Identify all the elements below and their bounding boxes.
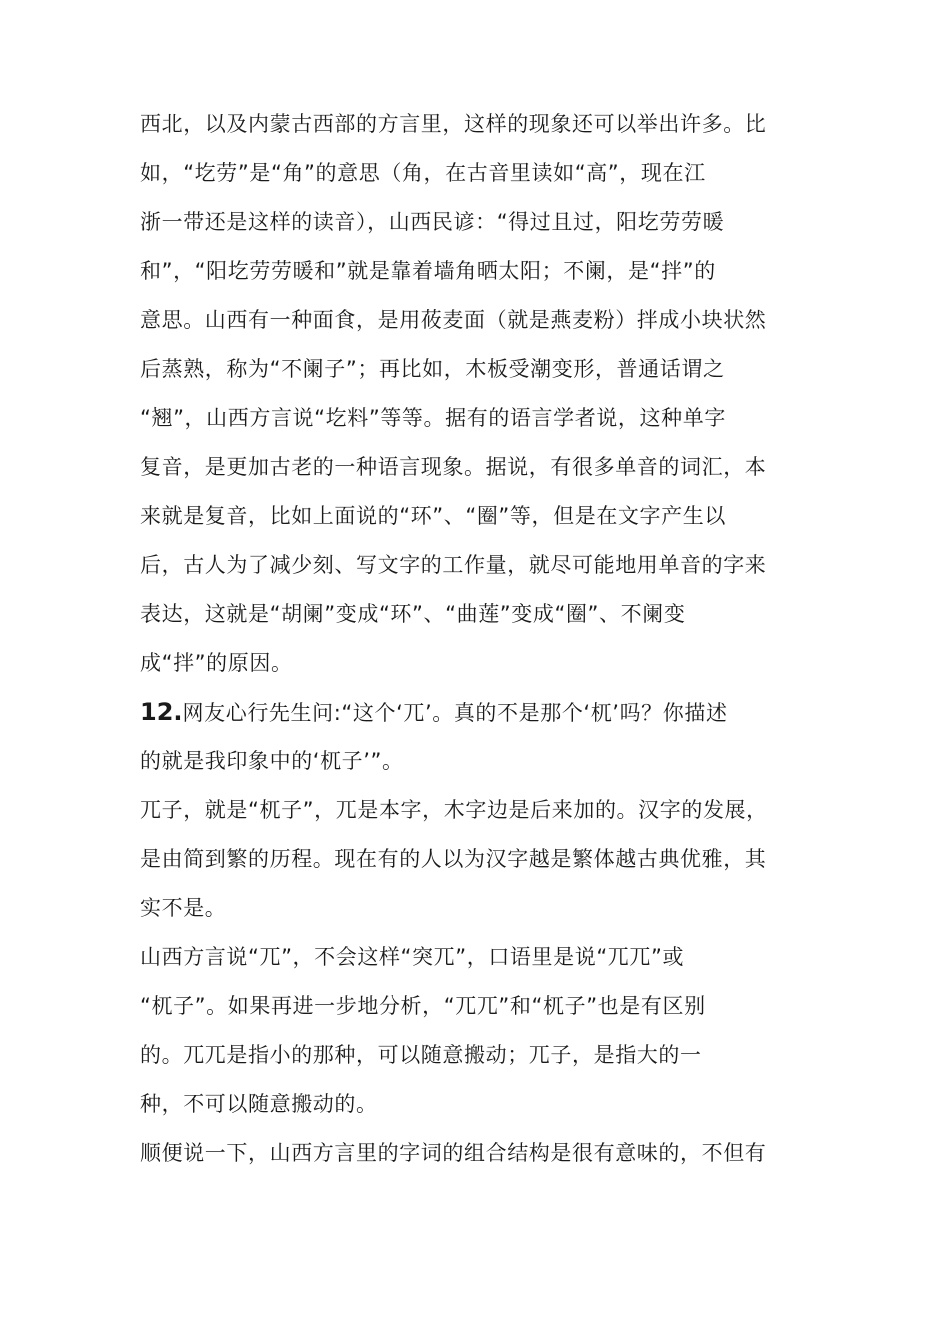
text-line: 表达，这就是“胡阑”变成“环”、“曲莲”变成“圈”、不阑变 [140,602,686,626]
answer-line: 实不是。 [140,896,227,920]
answer-line: “杌子”。如果再进一步地分析，“兀兀”和“杌子”也是有区别 [140,994,706,1018]
question-line: 的就是我印象中的‘杌子’”。 [140,749,404,773]
text-line: 如，“圪劳”是“角”的意思（角，在古音里读如“高”，现在江 [140,161,706,185]
text-line: 复音，是更加古老的一种语言现象。据说，有很多单音的词汇，本 [140,455,767,479]
text-line: 后，古人为了减少刻、写文字的工作量，就尽可能地用单音的字来 [140,553,767,577]
text-line: 来就是复音，比如上面说的“环”、“圈”等，但是在文字产生以 [140,504,726,528]
text-line: 意思。山西有一种面食，是用莜麦面（就是燕麦粉）拌成小块状然 [140,308,767,332]
text-line: 后蒸熟，称为“不阑子”；再比如，木板受潮变形，普通话谓之 [140,357,725,381]
answer-line: 的。兀兀是指小的那种，可以随意搬动；兀子，是指大的一 [140,1043,702,1067]
question-line [140,700,800,724]
text-line: 浙一带还是这样的读音），山西民谚：“得过且过，阳圪劳劳暖 [140,210,725,234]
text-line: “翘”，山西方言说“圪料”等等。据有的语言学者说，这种单字 [140,406,726,430]
answer-line: 山西方言说“兀”，不会这样“突兀”，口语里是说“兀兀”或 [140,945,685,969]
text-line: 成“拌”的原因。 [140,651,293,675]
text-line: 和”，“阳圪劳劳暖和”就是靠着墙角晒太阳；不阑，是“拌”的 [140,259,716,283]
question-number: 12. [140,698,183,726]
answer-line: 种，不可以随意搬动的。 [140,1092,378,1116]
text-line: 西北，以及内蒙古西部的方言里，这样的现象还可以举出许多。比 [140,112,767,136]
answer-line: 顺便说一下，山西方言里的字词的组合结构是很有意味的，不但有 [140,1141,767,1165]
document-page [140,112,800,1190]
answer-line: 兀子，就是“杌子”，兀是本字，木字边是后来加的。汉字的发展， [140,798,768,822]
answer-line: 是由简到繁的历程。现在有的人以为汉字越是繁体越古典优雅，其 [140,847,767,871]
question-text: 网友心行先生问:“这个‘兀’。真的不是那个‘杌’吗？你描述 [182,701,728,725]
